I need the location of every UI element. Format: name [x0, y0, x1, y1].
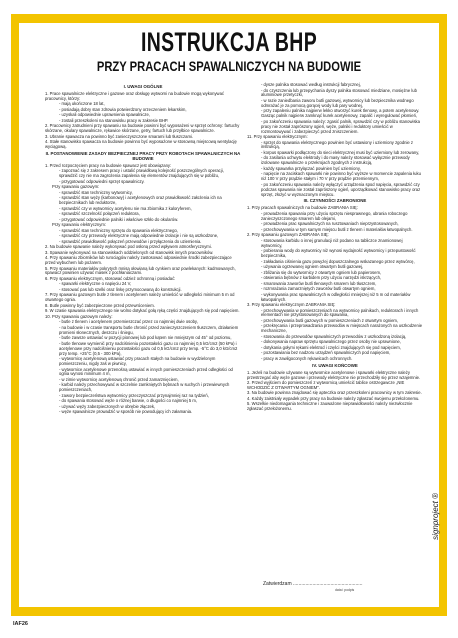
list-item: - butle tlenowe wymienić przy nadciśnieniu pozostałości gazu co najmniej 0,5 kG/cm2 (50 kPa) i acetylenowe przy nadciśnieniu pozostałości gazu od 0,5 kG/cm2 przy temp. -5°C do 3,0 kG/cm2 przy temp. +25°C (0,5 - 300 kPa),	[59, 340, 238, 356]
list-item: - wykonywania prac spawalniczych w odległości mniejszej niż 5 m od materiałów łatwopalnych.	[261, 291, 411, 302]
section-heading-final-notes: IV. UWAGI KOŃCOWE	[312, 362, 358, 368]
sign-panel	[19, 23, 439, 607]
list-item: - dotykania gołymi rękami elektrod i części znajdujących się pod napięciem,	[261, 344, 401, 350]
list-item: - każdy spawarka przyłączać powinien być uziemiony,	[261, 165, 361, 171]
list-item: - pozostawiania bez nadzoru urządzeń spawalniczych pod napięciem,	[261, 350, 391, 356]
list-item: - zostali przeszkoleni na stanowisku pracy w zakresie BHP.	[59, 117, 169, 123]
paragraph: 11. Przy spawaniu elektrycznym:	[247, 134, 308, 140]
list-item: - wytwornicę acetylenową ustawiać przy pracach stałych na budowie w wydzielonym pomieszczeniu, nigdy zaś w piwnicy,	[59, 356, 216, 366]
list-item: - przygotować odpowiednie palniki i właściwe szkło do okularów.	[59, 216, 179, 222]
list-item: - sprawdzić stan techniczny sprzętu do spawania elektrycznego,	[59, 227, 178, 233]
list-item: - przechowywania w tym samym miejscu butli z tlenem i materiałów łatwopalnych.	[261, 226, 413, 232]
list-item: - sprawdzić czy w wytwornicy acetylenu nie ma zbiornika z kaloryferem,	[59, 205, 192, 211]
paragraph: Przy spawaniu gazowym:	[52, 184, 100, 190]
list-item: - sprawdzić stan techniczny wytwornicy,	[59, 189, 133, 195]
paragraph: 9. W czasie spawania elektrycznego nie wolno dotykać gołą ręką części znajdujących się pod napięciem.	[45, 308, 240, 314]
list-item: - do zasilania uchwytu elektrody i do masy należy stosować wyłącznie przewody izolowane spawalnicze o przekrojach zgodnych z instrukcją,	[261, 155, 410, 166]
list-item: - w razie zaniedbania zaworu butli gazowej, wytwornicy lub bezpiecznika wodnego odmrażać je za pomocą gorącej wody lub pary wodnej,	[261, 97, 414, 108]
paragraph: 4. Stałe stanowisko spawacza na budowie powinno być wyposażone w stosowną miejscową wentylację wyciągową.	[45, 139, 237, 150]
section-heading-general: I. UWAGI OGÓLNE	[123, 84, 163, 89]
list-item: - stosowania do przewodów spawalniczych przewodów z uszkodzoną izolacją,	[261, 333, 407, 339]
list-item: - do czyszczenia lub przepychania dyszy palnika stosować miedziane, mosiężne lub aluminiowe przetyczki,	[261, 87, 417, 98]
right-column	[247, 83, 423, 413]
paragraph: 4. Przy spawaniu zbiorników lub rurociągów należy zastosować odpowiednie środki zabezpieczające przed wybuchem lub pożarem.	[45, 255, 232, 266]
list-item: - posiadają dobry stan zdrowia potwierdzony orzeczeniem lekarskim,	[59, 106, 187, 112]
list-item: - dokonywania napraw sprzętu spawalniczego przez osoby nie uprawnione,	[261, 339, 401, 345]
list-item: - zawory bezpieczeństwa wytwornicy przeczyszczać przynajmniej raz na tydzień,	[59, 392, 209, 398]
list-item: - sprawdzić czy przewody elektryczne mają odpowiednie izolacje i nie są uszkodzone,	[59, 233, 219, 239]
brand-text: signproject ®	[431, 493, 440, 540]
list-item: - korpus spawarki podłączony do sieci elektrycznej musi być uziemiony lub zerowany,	[261, 149, 420, 155]
list-item: - stosowania karbidu o innej granulacji niż podano na tabliczce znamionowej wytwornicy,	[261, 237, 403, 248]
list-item: - przygotować odpowiedni sprzęt spawalniczy.	[59, 178, 145, 184]
sign-title: INSTRUKCJA BHP	[140, 27, 318, 57]
paragraph: 2. Na budowie spawanie należy wykonywać pod osłoną przed wpływem atmosferycznymi.	[45, 244, 212, 250]
list-item: - pracy w zawilgoconych rękawicach ochronnych.	[261, 355, 353, 361]
list-item: - zakładania ciśnienia gazu powyżej dopuszczalnego wskazanego przez wytwórcę,	[261, 258, 415, 264]
section-heading-safe-work: II. POSTANOWIENIE ZASADY BEZPIECZNEJ PRACY PRZY ROBOTACH SPAWALNICZYCH NA BUDOWIE	[45, 151, 241, 161]
list-item: - pobierania wody do wytwornicy niż wynosi wydajność wytwornicy i przepustowość bezpiecznika,	[261, 248, 416, 259]
left-column	[45, 83, 241, 416]
list-item: - stosować pas lub szelki oraz linkę przymocowaną do konstrukcji.	[59, 286, 182, 292]
list-item: - napięcie na zaciskach spawarki nie powinno być wyższe w momencie zapalenia łuku niż 100 V przy prądzie stałym i 70 V przy prądzie przemiennym,	[261, 171, 421, 182]
paragraph: 7. Przy spawaniu gazowym butle z tlenem i acetylenem należy umieścić w odległości minimum 5 m od otwartego ognia.	[45, 292, 235, 303]
list-item: - przekręcania i przeprowadzania przewodów w miejscach narażonych na uszkodzenie mechaniczne,	[261, 323, 423, 334]
list-item: - po zakończeniu spawania należy: zgasić palnik, sprawdzić czy w pobliżu stanowiska pracy nie został zaprószony ogień, węże, palniki i reduktory umieścić w rozmontowywać i zabezpieczyć przed zniszczeniem.	[261, 118, 420, 134]
paragraph: 8. Butle powinny być zabezpieczone przed przewróceniem.	[45, 302, 155, 308]
list-item: - w zimie wytwornicę acetylenową chronić przed zamarznięciem,	[59, 376, 179, 382]
paragraph: 3. Spawanie wykonywać na stanowiskach oddzielonych od stanowisk innych pracowników.	[45, 249, 214, 255]
list-item: - przy zapaleniu palnika najpierw lekko otworzyć kurek tlenowy, a potem acetylenowy. Gasząc palnik najpierw zamknąć kurek acetylenowy, zapalić i wyregulować płomień,	[261, 108, 420, 119]
list-item: - mają ukończone 18 lat,	[59, 101, 105, 107]
list-item: - do spawania stosować węże o różnej barwie, o długości co najmniej 5 m,	[59, 398, 198, 404]
approval-label: Zatwierdzam ..................................................	[263, 581, 363, 587]
paragraph: 4. Każdy zaistniały wypadek przy pracy na budowie należy zgłaszać swojemu przełożonemu.	[247, 395, 420, 401]
paragraph: 5. Wszelkie niedomagania techniczne i zauważone nieprawidłowości należy niezwłocznie zgłaszać przełożonemu.	[247, 401, 413, 412]
paragraph: 3. Przy spawaniu elektrycznym ZABRANIA SIĘ:	[247, 302, 336, 307]
list-item: - dysze palnika stosować według instrukcji fabrycznej,	[261, 82, 361, 87]
list-item: - wytwornice acetylenowe przenośną ustawiać w innych pomieszczeniach przed odległości od ognia wynosi minimum 4 m,	[59, 366, 233, 377]
brand-mark	[431, 493, 445, 603]
list-item: - sprawdzić szczelność połączeń reduktora,	[59, 211, 140, 217]
list-item: - sprawdzić prawidłowość połączeń przewodów i przyłączenia do uziemienia.	[59, 238, 202, 244]
sign-header	[19, 23, 439, 75]
paragraph: 6. Przy spawaniu elektrycznym, stosować odzież ochronną i posiadać:	[45, 275, 176, 281]
list-item: - butle zawsze ustawiać w pozycji pionowej lub pod kątem nie mniejszym od 45° od poziomu,	[59, 335, 232, 341]
paragraph: 5. Przy spawaniu materiałów pokrytych mnisą ołowianą lub cynkiem oraz powlekanych: kadmowanych, spawacz powinien używać masek z pochłaniaczami.	[45, 265, 236, 276]
paragraph: 1. Jeżeli na budowie używane są wytwornice acetylenowe i spawarki elektryczne należy przestrzegać aby węże gazowe i przewody elektryczne nie przechodziły się przez wzajemnie.	[247, 369, 421, 380]
list-item: - sprzęt do spawania elektrycznego powinien być ustawiony i uziemiony zgodnie z instrukcją,	[261, 139, 413, 150]
approval-sublabel: data i podpis	[335, 588, 355, 592]
paragraph: 10. Przy spawaniu gazowym należy:	[45, 313, 113, 319]
paragraph: 2. Przy spawaniu gazowym ZABRANIA SIĘ:	[247, 232, 329, 238]
paragraph: Przy spawaniu elektrycznym:	[52, 222, 106, 228]
paragraph: 1. Przed rozpoczęciem pracy na budowie spawacz jest obowiązany:	[45, 162, 172, 168]
list-item: - sprawdzić stan węży (karbonowy) i acetylenowych oraz prawidłowość założenia ich na bezpiecznikach lub reduktorze,	[59, 195, 222, 206]
list-item: - spawarki elektryczne o napięciu 24 V,	[59, 281, 132, 287]
list-item: - używać węży zabezpieczonych w obrębie złączek,	[59, 403, 156, 409]
paragraph: 2. Pracownicy zatrudnieni przy spawaniu na budowie powinni być wyposażeni w sprzęt ochrony: fartuchy skórzane, okulary spawalnicze, rękawice skórzane, getry, fartuch lub przyłbice spawalnicze.	[45, 123, 240, 134]
list-item: - zbliżania się do wytwornicy z otwartym ogniem lub papierosem,	[261, 269, 382, 275]
list-item: - po zakończeniu spawania należy wyłączyć urządzenia spod napięcia, sprawdzić czy podczas spawania nie został zaprószony ogień, uporządkować stanowisko pracy oraz sprzęt, złożyć w wyznaczonym miejscu.	[261, 181, 421, 197]
list-item: - prowadzenia prac spawalniczych na rusztowaniach nieprzystosowanych,	[261, 221, 399, 227]
list-item: - używania ogrzewanej ogniem otwartym butli gazowej,	[261, 264, 364, 270]
list-item: - smarowania zaworów butli tlenowych smarem lub tłuszczem,	[261, 280, 377, 286]
list-item: - przechowywania butli gazowych w pomieszczeniach z otwartym ogniem,	[261, 317, 399, 323]
list-item: - rozmrażania zamarzniętych zaworów butli otwartym ogniem,	[261, 286, 376, 292]
list-item: - prowadzenia spawania przy użyciu sprzętu niesprawnego, ubrania roboczego zanieczyszczonego smarem lub olejami,	[261, 210, 408, 221]
paragraph: 3. Ubranie spawacza na powinno być zanieczyszczone smarami lub tłuszczami.	[45, 133, 194, 139]
paragraph: 1. Przy pracach spawalniczych na budowie ZABRANIA SIĘ:	[247, 205, 358, 211]
list-item: - zapoznać się z zakresem pracy i ustalić prawidłową kolejność poszczególnych operacji, sprawdzić czy nie ma zagrożenia zapalenia się elementów znajdujących się w pobliżu,	[59, 168, 224, 179]
paragraph: 3. Na budowie powinna znajdować się apteczka oraz przeszkoleni pracownicy w tym zakresie.	[247, 390, 422, 396]
list-item: - butle z tlenem i acetylenem przemieszczać przez co najmniej dwie osoby,	[59, 319, 198, 325]
list-item: - węże spawalnicze prowadzić w sposób nie powodujący ich załamania.	[59, 409, 193, 415]
list-item: - otwierania bębnów z karbidem przy użyciu narzędzi iskrzących,	[261, 275, 382, 281]
list-item: - uzyskali odpowiednie uprawnienia spawalnicze,	[59, 112, 151, 118]
list-item: - karbid należy przechowywać w szczelnie zamkniętych bębnach w suchych i przewiewnych pomieszczeniach,	[59, 382, 230, 393]
list-item: - przechowywania w pomieszczeniach na wytwornicę palnikach, reduktorach i innych elementach nie przystosowanych do spawania,	[261, 307, 419, 318]
paragraph: 2. Przed wyjściem do pomieszczeń z wytwornicą umieścić tablice ostrzegawcze „NIE WCHODZIĆ Z OTWARTYM OGNIEM".	[247, 380, 405, 390]
sign-subtitle: PRZY PRACACH SPAWALNICZYCH NA BUDOWIE	[96, 58, 362, 74]
section-heading-prohibited: III. CZYNNOŚCI ZABRONIONE	[303, 198, 367, 204]
product-code: IAF26	[13, 621, 28, 627]
instruction-sign	[11, 14, 447, 616]
paragraph: 1. Prace spawalnicze elektryczne i gazowe oraz obsługę wytworni na budowie mogą wykonywać pracownicy, którzy:	[45, 90, 224, 101]
list-item: - na budowie i w czasie transportu butle chronić przed zanieczyszczeniem tłuszczem, działaniem promieni słonecznych, deszczu i śniegu,	[59, 324, 239, 335]
